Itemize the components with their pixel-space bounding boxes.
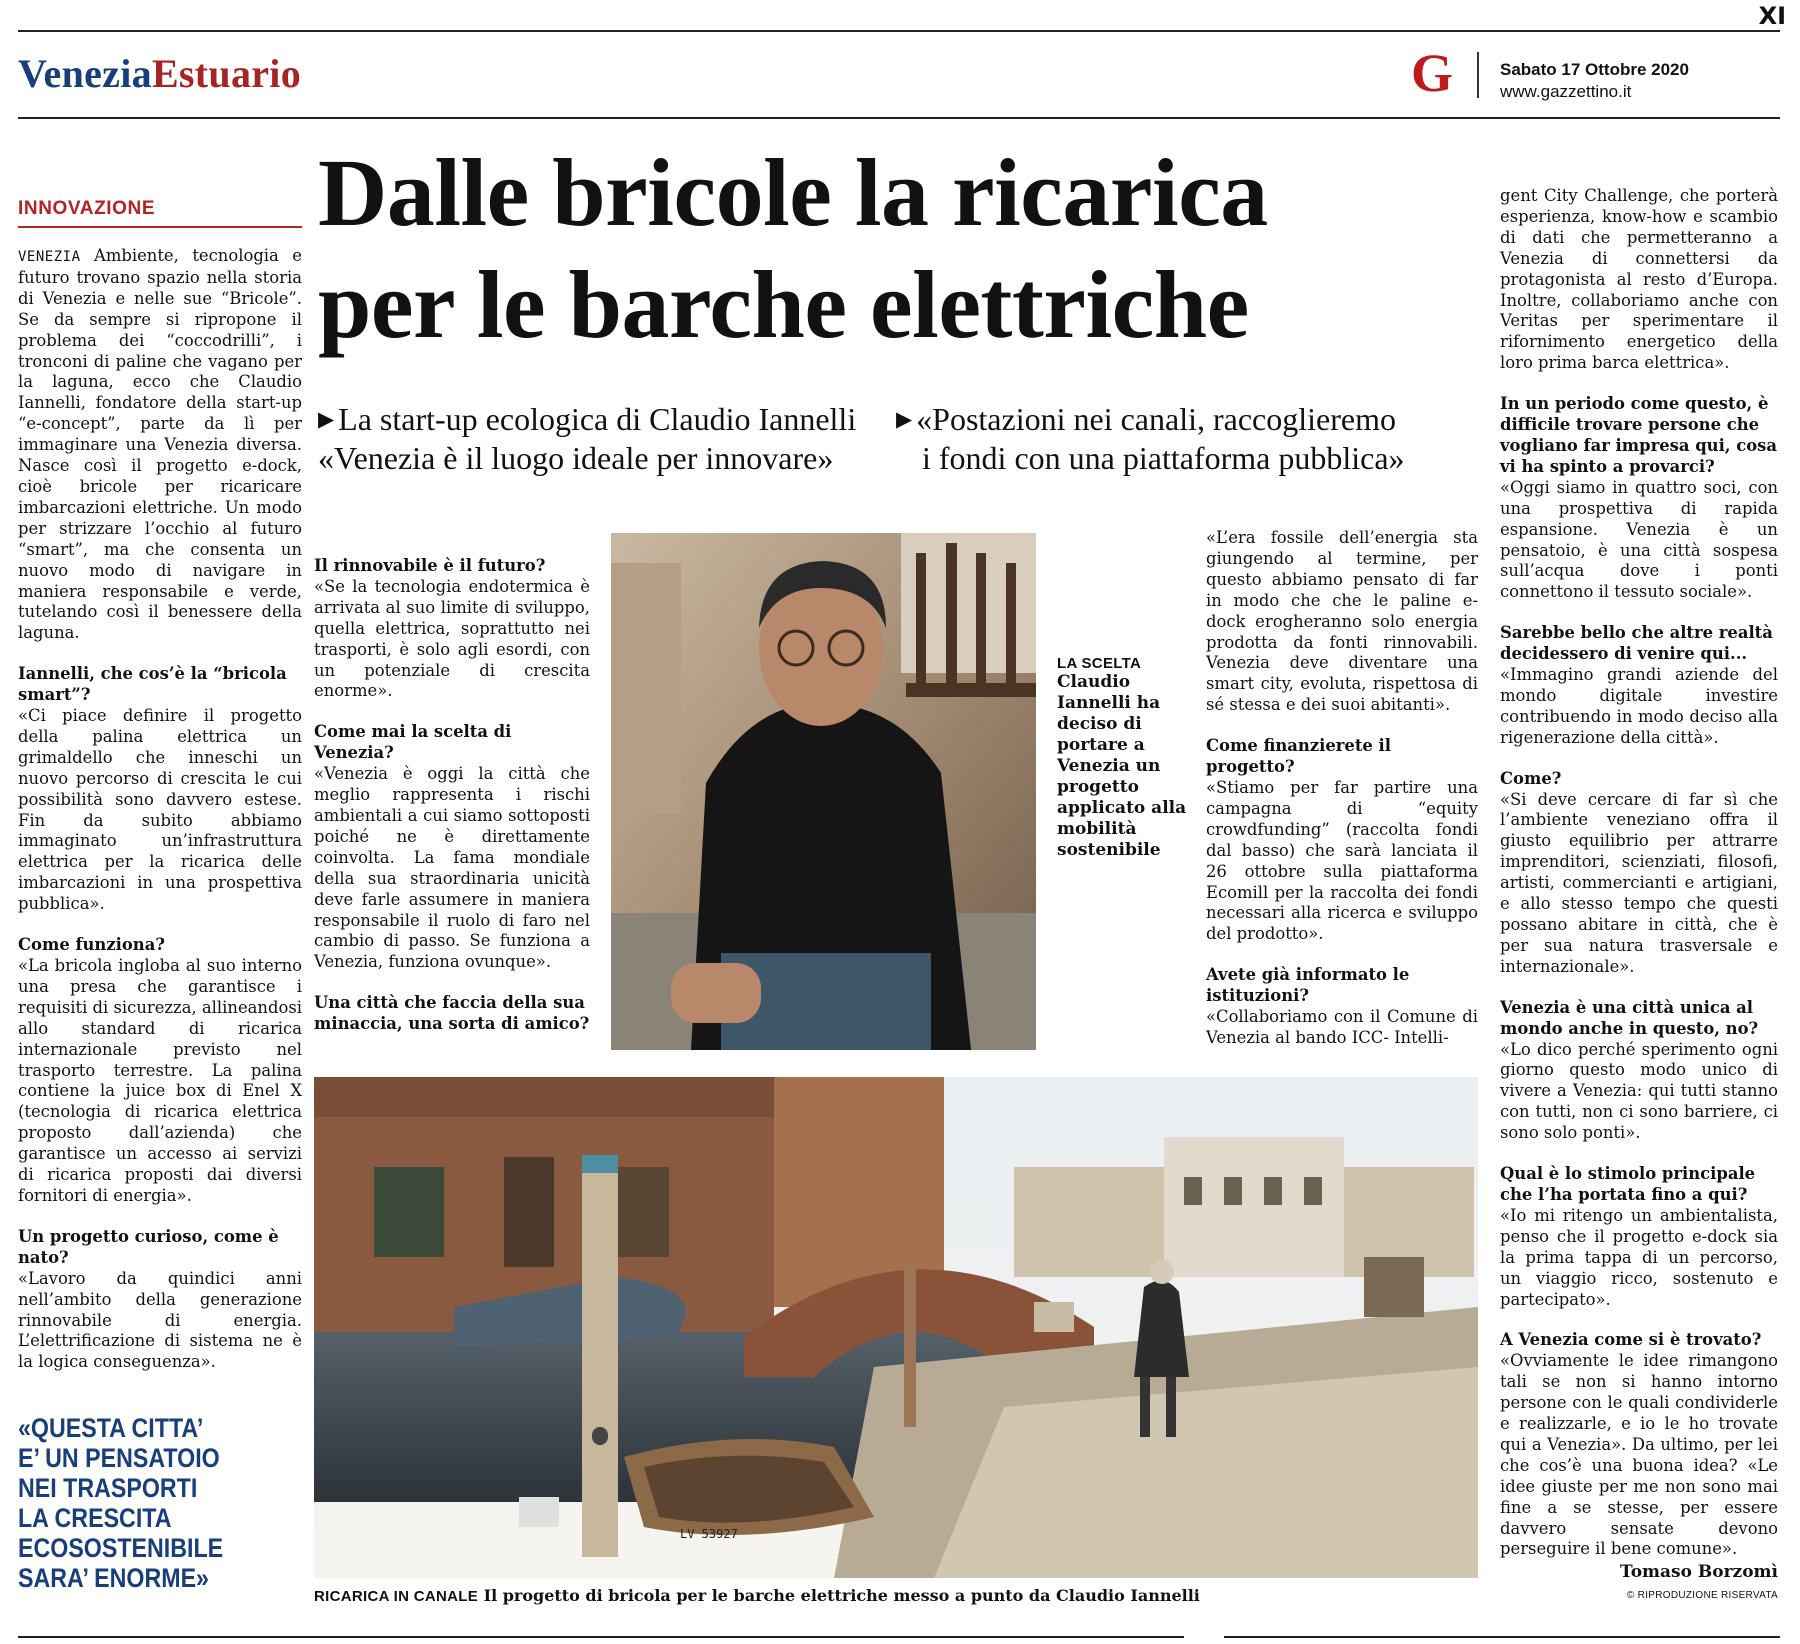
continued-answer: gent City Challenge, che porterà esperienza, know-how e scambio di dati che permetteranno a Venezia di connettersi da protagonista al resto d’Europa. Inoltre, collaboriamo anche con Veritas per sperimentare il rifornimento energetico della loro prima barca elettrica». xyxy=(1500,186,1778,373)
column-1 xyxy=(18,246,302,1393)
column-2 xyxy=(314,556,590,1035)
copyright-notice: © RIPRODUZIONE RISERVATA xyxy=(1626,1590,1778,1601)
question: Sarebbe bello che altre realtà decidessero di venire qui... xyxy=(1500,623,1773,664)
top-rule xyxy=(18,30,1780,32)
answer: «Ci piace definire il progetto della palina elettrica un grimaldello che inneschi un nuovo percorso di crescita le cui possibilità sono davvero estese. Fin da subito abbiamo immaginato un’infrastruttura elettrica per la ricarica delle imbarcazioni in una prospettiva pubblica». xyxy=(18,706,302,914)
header-rule xyxy=(18,117,1780,119)
caption-label: RICARICA IN CANALE xyxy=(314,1588,479,1605)
qa-block xyxy=(1500,394,1778,603)
answer: «Si deve cercare di far sì che l’ambiente veneziano offra il giusto equilibrio per attrarre imprenditori, scienziati, filosofi, artisti, commercianti e artigiani, e allo stesso tempo che questi possano abitare in città, che è per sua natura trasversale e internazionale». xyxy=(1500,789,1778,976)
answer: «Ovviamente le idee rimangono tali se non si hanno intorno persone con le quali condividerle e realizzarle, e io le ho trovate qui a Venezia». Da ultimo, per lei che cos’è una buona idea? «Le idee giuste per me non sono mai fine a se stesse, per essere davvero sensate devono perseguire il bene comune». xyxy=(1500,1351,1778,1559)
website-url: www.gazzettino.it xyxy=(1500,82,1632,101)
section-title xyxy=(18,50,301,97)
intro-paragraph: VENEZIA Ambiente, tecnologia e futuro trovano spazio nella storia di Venezia e nelle sue “Bricole”. Se da sempre si ripropone il problema dei “coccodrilli”, i tronconi di paline che vagano per la laguna, ecco che Claudio Iannelli, fondatore della start-up “e-concept”, parte da lì per immaginare una Venezia diversa. Nasce così il progetto e-dock, cioè bricole per ricaricare imbarcazioni elettriche. Un modo per strizzare l’occhio al futuro “smart”, ma che consenta un nuovo modo di navigare in maniera responsabile e verde, tutelando così il benessere della laguna. xyxy=(18,246,302,643)
portrait-photo-image xyxy=(611,533,1036,1050)
question: Avete già informato le istituzioni? xyxy=(1206,965,1410,1006)
question: Un progetto curioso, come è nato? xyxy=(18,1226,279,1267)
question: Il rinnovabile è il futuro? xyxy=(314,556,546,575)
subhead-left xyxy=(318,400,888,478)
caption-text: Il progetto di bricola per le barche elettriche messo a punto da Claudio Iannelli xyxy=(478,1586,1200,1605)
qa-block xyxy=(1206,965,1478,1049)
canal-photo-image xyxy=(314,1077,1478,1578)
bottom-rule-right xyxy=(1224,1636,1780,1638)
section-estuario: Estuario xyxy=(151,51,302,96)
headline xyxy=(318,137,1478,361)
qa-block xyxy=(314,722,590,973)
answer: «Stiamo per far partire una campagna di “equity crowdfunding” (raccolta fondi dal basso) che sarà lanciata il 26 ottobre sulla piattaforma Ecomill per la raccolta dei fondi necessari alla ricerca e sviluppo del prodotto». xyxy=(1206,777,1478,944)
question: Iannelli, che cos’è la “bricola smart”? xyxy=(18,664,287,705)
qa-block xyxy=(1500,998,1778,1144)
question: Come finanzierete il progetto? xyxy=(1206,736,1392,777)
question: Una città che faccia della sua minaccia, una sorta di amico? xyxy=(314,993,590,1034)
author-byline: Tomaso Borzomì xyxy=(1620,1562,1778,1582)
qa-block xyxy=(1500,623,1778,748)
dateline: VENEZIA xyxy=(18,249,81,265)
qa-block xyxy=(18,935,302,1207)
qa-block xyxy=(1500,1330,1778,1560)
subhead-left-line-2: «Venezia è il luogo ideale per innovare» xyxy=(318,440,834,476)
portrait-caption xyxy=(1057,655,1199,861)
question: Qual è lo stimolo principale che l’ha portata fino a qui? xyxy=(1500,1164,1756,1204)
answer: «Collaboriamo con il Comune di Venezia al bando ICC- Intelli- xyxy=(1206,1007,1478,1047)
answer: «Lo dico perché sperimento ogni giorno questo modo unico di vivere a Venezia: qui tutti stanno con tutti, non ci sono barriere, ci sono solo ponti». xyxy=(1500,1039,1778,1143)
qa-block xyxy=(1206,736,1478,945)
answer: «Oggi siamo in quattro soci, con una prospettiva di rapida espansione. Venezia è un pensatoio, è una città sospesa sull’acqua dove i ponti connettono il tessuto sociale». xyxy=(1500,477,1778,602)
canal-caption xyxy=(314,1586,1478,1605)
qa-block xyxy=(1500,769,1778,978)
column-4 xyxy=(1500,186,1778,1560)
qa-block xyxy=(18,1227,302,1373)
date-block xyxy=(1500,59,1689,103)
bottom-rule-left xyxy=(18,1636,1184,1638)
question: In un periodo come questo, è difficile trovare persone che vogliano far impresa qui, cosa vi ha spinto a provarci? xyxy=(1500,394,1777,476)
logo-divider xyxy=(1477,52,1479,98)
triangle-bullet-icon: ▶ xyxy=(318,407,335,431)
canal-photo xyxy=(314,1077,1478,1578)
answer: «Se la tecnologia endotermica è arrivata al suo limite di sviluppo, quella elettrica, soprattutto nei trasporti, è solo agli esordi, con un potenziale di crescita enorme». xyxy=(314,576,590,701)
answer: «La bricola ingloba al suo interno una presa che garantisce i requisiti di sicurezza, allineandosi allo standard di ricarica internazionale previsto nel trasporto terrestre. La palina contiene la juice box di Enel X (tecnologia di ricarica elettrica proposto dall’azienda) che garantisce un accesso ai servizi di ricarica proposti dai diversi fornitori di energia». xyxy=(18,956,302,1205)
answer: «Immagino grandi aziende del mondo digitale investire contribuendo in modo deciso alla rigenerazione della città». xyxy=(1500,665,1778,747)
question: A Venezia come si è trovato? xyxy=(1500,1330,1762,1350)
qa-block xyxy=(18,664,302,915)
page-number: XI xyxy=(1758,2,1786,30)
qa-block xyxy=(314,556,590,702)
answer: «Io mi ritengo un ambientalista, penso che il progetto e-dock sia la prima tappa di un percorso, un viaggio ricco, sostenuto e partecipato». xyxy=(1500,1205,1778,1309)
portrait-photo xyxy=(611,533,1036,1050)
issue-date: Sabato 17 Ottobre 2020 xyxy=(1500,60,1689,79)
answer: «Venezia è oggi la città che meglio rappresenta i rischi ambientali a cui siamo sottoposti poiché ne è direttamente coinvolta. La fama mondiale della sua straordinaria unicità deve farle assumere in maniera responsabile il ruolo di faro nel cambio di passo. Se funziona a Venezia, funziona ovunque». xyxy=(314,764,590,972)
kicker: INNOVAZIONE xyxy=(18,198,302,228)
column-3 xyxy=(1206,528,1478,1049)
question: Come? xyxy=(1500,768,1562,788)
caption-text: Claudio Iannelli ha deciso di portare a Venezia un progetto applicato alla mobilità sostenibile xyxy=(1057,672,1187,860)
headline-line-1: Dalle bricole la ricarica xyxy=(318,139,1268,246)
triangle-bullet-icon: ▶ xyxy=(896,407,913,431)
question: Come funziona? xyxy=(18,935,165,955)
qa-block xyxy=(314,993,590,1035)
subhead-right xyxy=(896,400,1486,478)
gazzettino-logo: G xyxy=(1410,43,1453,103)
intro-answer: «L’era fossile dell’energia sta giungendo al termine, per questo abbiamo pensato di far in modo che che le paline e-dock erogheranno solo energia prodotta da fonti rinnovabili. Venezia deve diventare una smart city, evoluta, rispettosa di sé stessa e dei suoi abitanti». xyxy=(1206,528,1478,715)
subhead-right-line-2: i fondi con una piattaforma pubblica» xyxy=(922,440,1405,476)
caption-label: LA SCELTA xyxy=(1057,655,1142,672)
headline-line-2: per le barche elettriche xyxy=(318,251,1249,358)
boat-registration: LV 53927 xyxy=(680,1527,738,1541)
subhead-right-line-1: ▶ «Postazioni nei canali, raccoglieremo xyxy=(896,401,1396,437)
subhead-left-line-1: ▶ La start-up ecologica di Claudio Iannelli xyxy=(318,401,857,437)
pull-quote: «QUESTA CITTA’ E’ UN PENSATOIO NEI TRASPORTI LA CRESCITA ECOSOSTENIBILE SARA’ ENORME» xyxy=(18,1413,224,1593)
qa-block xyxy=(1500,1164,1778,1310)
question: Venezia è una città unica al mondo anche in questo, no? xyxy=(1500,997,1759,1038)
section-venezia: Venezia xyxy=(18,51,152,96)
question: Come mai la scelta di Venezia? xyxy=(314,722,512,763)
answer: «Lavoro da quindici anni nell’ambito della generazione rinnovabile di energia. L’elettrificazione di sistema ne è la logica conseguenza». xyxy=(18,1268,302,1372)
